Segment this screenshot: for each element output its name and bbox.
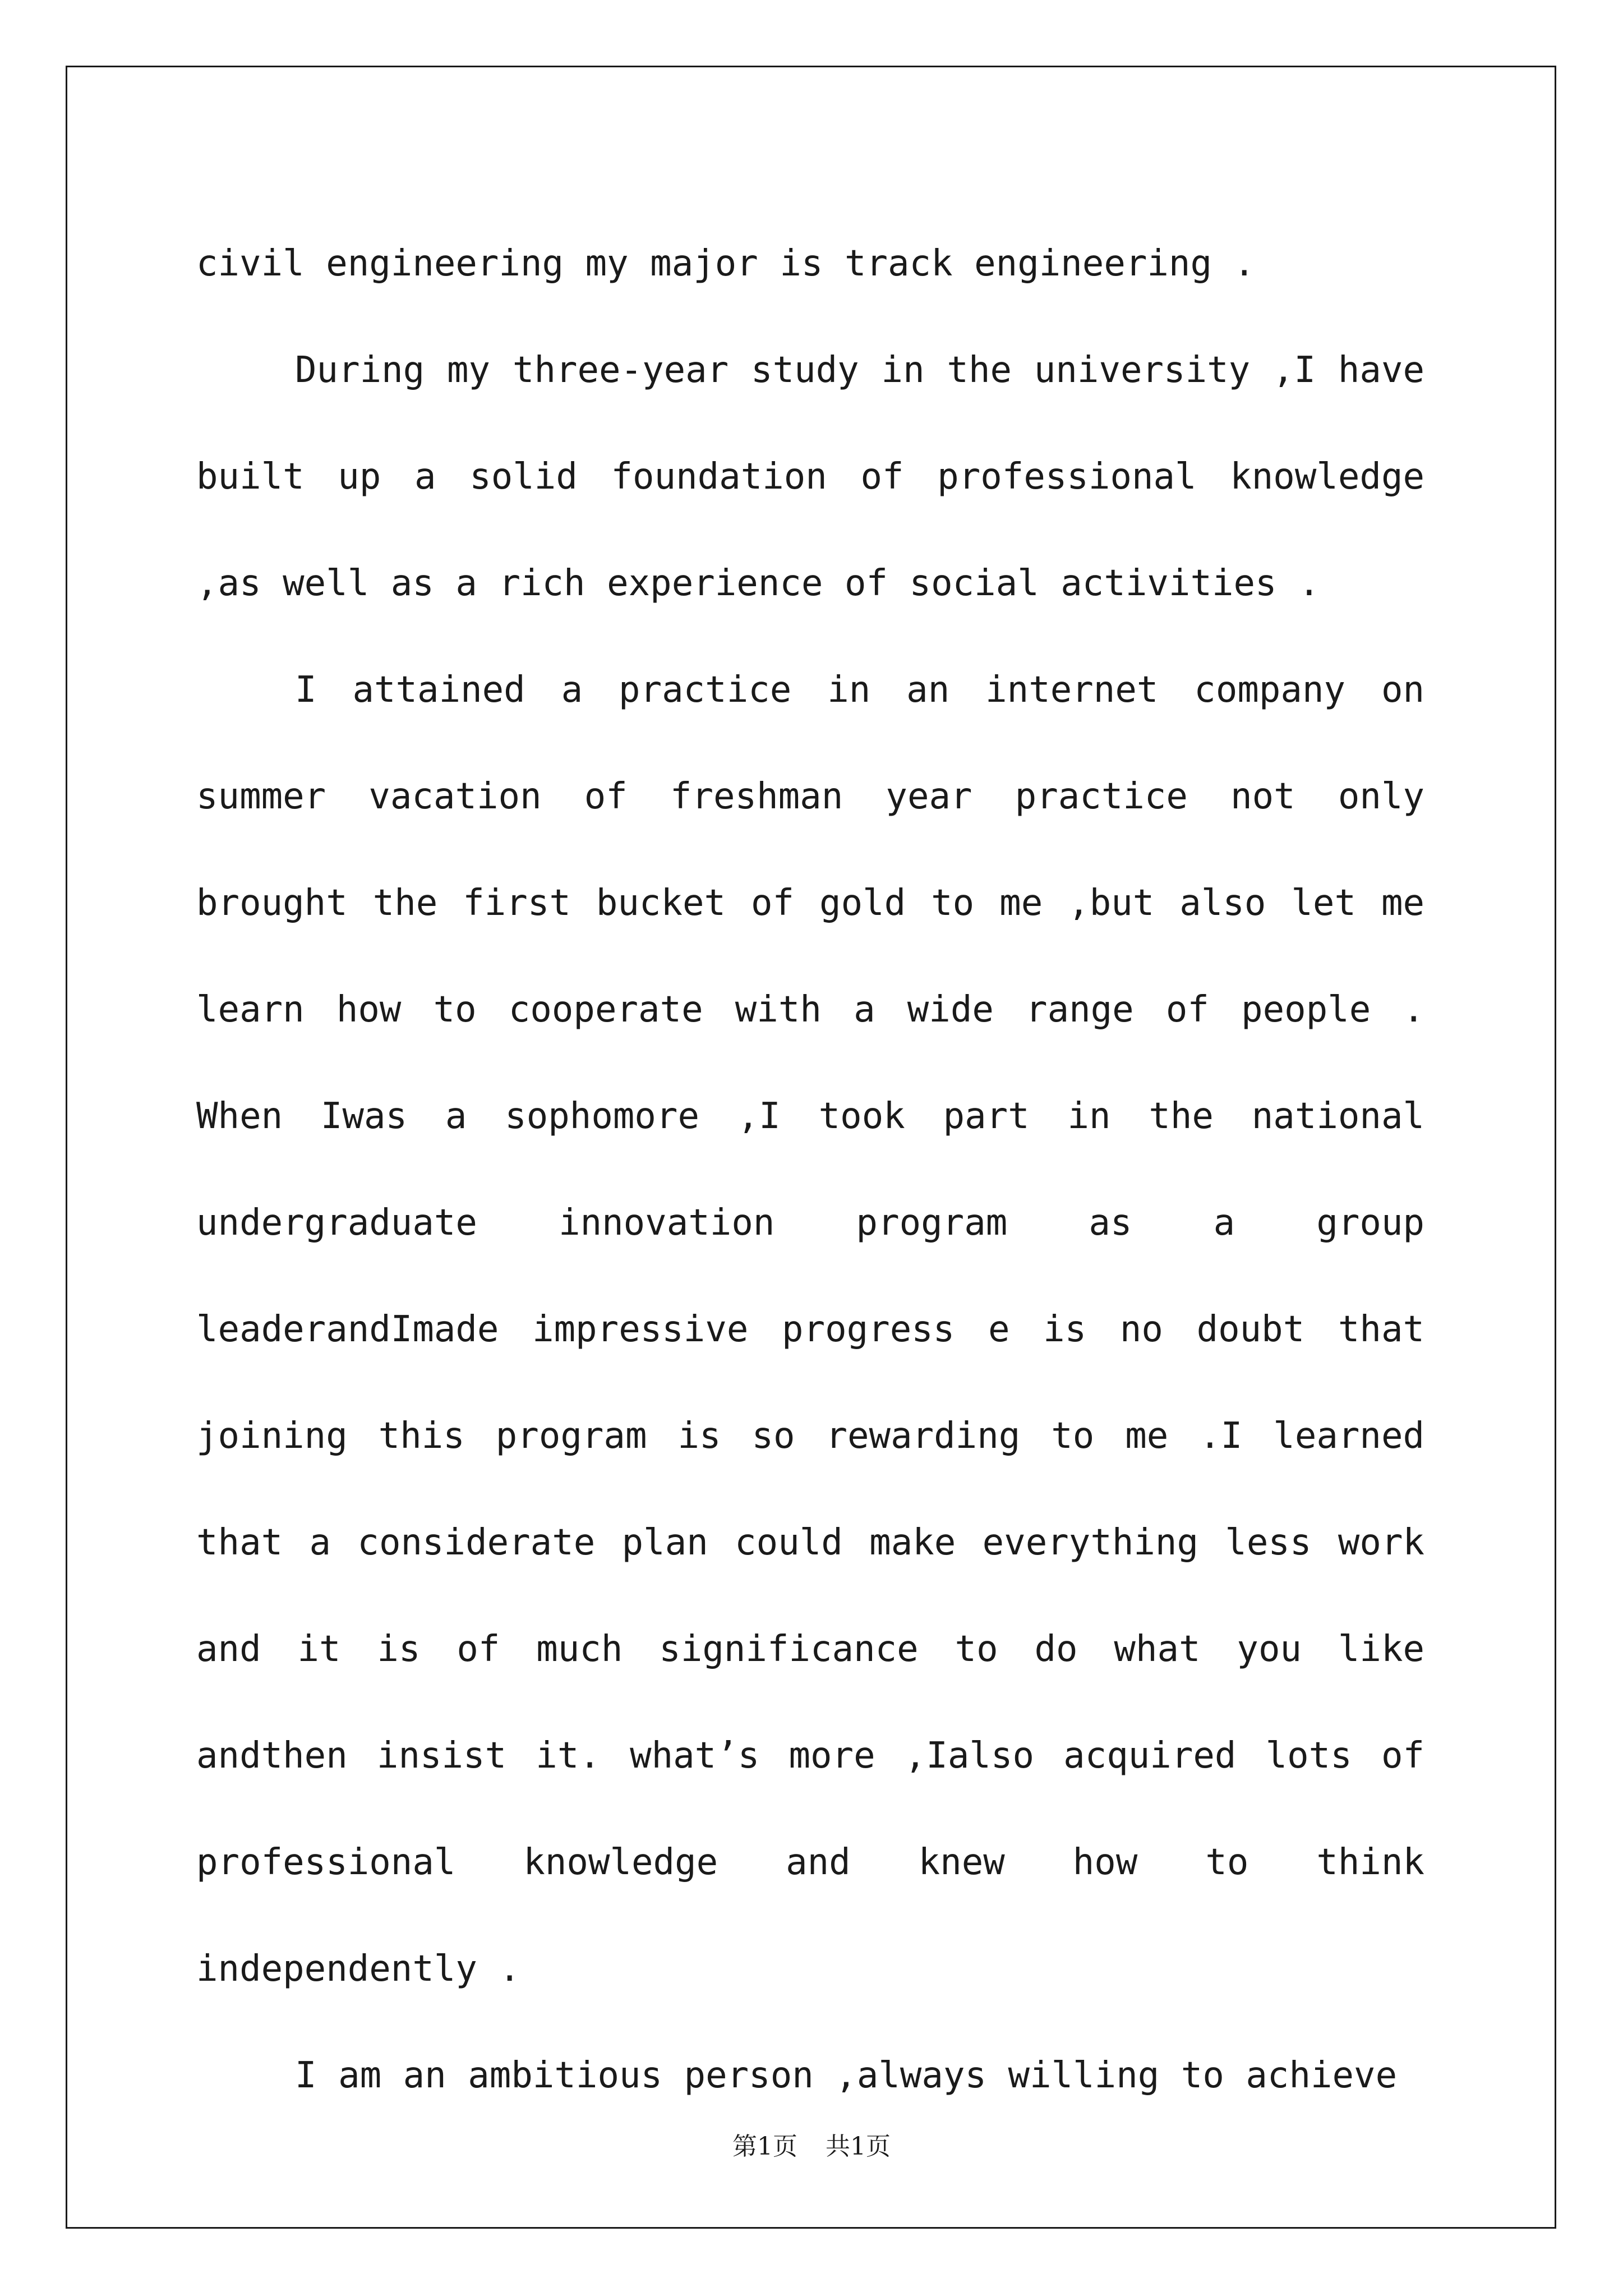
page-footer bbox=[0, 2126, 1623, 2162]
page-number: 第1页 bbox=[732, 2132, 797, 2161]
total-pages: 共1页 bbox=[826, 2132, 891, 2161]
document-body bbox=[196, 210, 1424, 2129]
paragraph-1: civil engineering my major is track engineering . bbox=[196, 243, 1256, 284]
paragraph-4: I am an ambitious person ,always willing to achieve bbox=[295, 2055, 1398, 2096]
paragraph-2: During my three-year study in the university ,I have built up a solid foundation of professional knowledge ,as well as a rich experience of social activities . bbox=[196, 349, 1424, 604]
paragraph-3: I attained a practice in an internet company on summer vacation of freshman year practice not only brought the first bucket of gold to me ,but also let me learn how to cooperate with a wide range of people . When Iwas a sophomore ,I took part in the national undergraduate innovation program as a group leaderandImade impressive progress e is no doubt that joining this program is so rewarding to me .I learned that a considerate plan could make everything less work and it is of much significance to do what you like andthen insist it. what’s more ,Ialso acquired lots of professional knowledge and knew how to think independently . bbox=[196, 669, 1424, 1990]
